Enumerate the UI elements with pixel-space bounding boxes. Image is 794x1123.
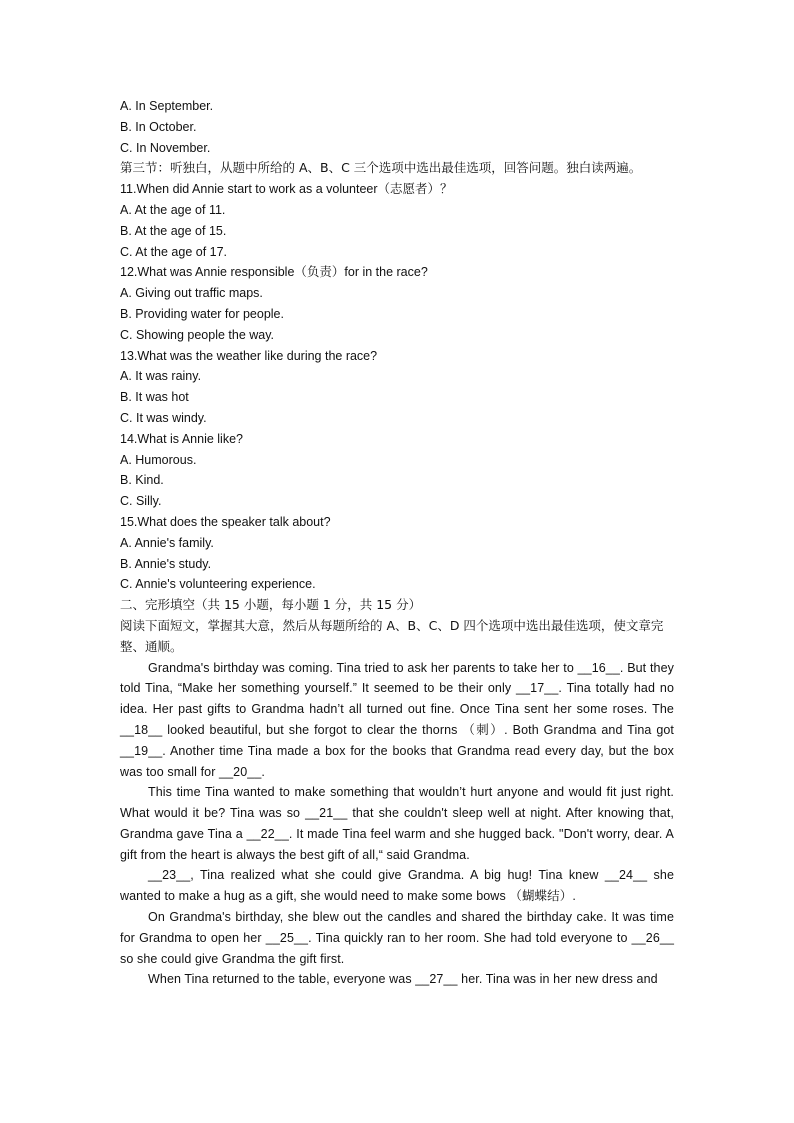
question-11: 11.When did Annie start to work as a volunteer（志愿者）？ [120,182,453,197]
answer-option: B. In October. [120,119,197,134]
answer-option: A. Giving out traffic maps. [120,286,263,301]
answer-option: A. At the age of 11. [120,202,226,217]
answer-option: C. It was windy. [120,410,207,425]
answer-option: A. Humorous. [120,452,197,467]
answer-option: C. Annie's volunteering experience. [120,577,316,592]
section-instruction: 阅读下面短文，掌握其大意，然后从每题所给的 A、B、C、D 四个选项中选出最佳选项，使文章完整、通顺。 [120,617,664,654]
section-instruction: 第三节：听独白，从题中所给的 A、B、C 三个选项中选出最佳选项，回答问题。独白读两遍。 [120,160,642,176]
section-heading: 二、完形填空（共 15 小题，每小题 1 分，共 15 分） [120,597,422,613]
passage-paragraph: Grandma's birthday was coming. Tina tried to ask her parents to take her to __16__. But they told Tina, “Make her something yourself.” It seemed to be their only __17__. Tina totally had no idea. Her past gifts to Grandma hadn’t all turned out fine. Once Tina sent her some roses. The __18__ looked beautiful, but she forgot to clear the thorns （刺）. Both Grandma and Tina got __19__. Another time Tina made a box for the books that Grandma read every day, but the box was too small for __20__. [120,660,674,779]
answer-option: A. In September. [120,99,214,113]
question-12: 12.What was Annie responsible（负责）for in the race? [120,265,428,280]
answer-option: C. Showing people the way. [120,327,275,342]
answer-option: B. Kind. [120,473,164,488]
answer-option: B. Providing water for people. [120,306,284,321]
question-15: 15.What does the speaker talk about? [120,514,331,529]
answer-option: B. Annie's study. [120,556,212,571]
question-13: 13.What was the weather like during the race? [120,348,378,363]
answer-option: B. It was hot [120,390,189,405]
answer-option: C. Silly. [120,494,162,509]
answer-option: C. In November. [120,140,211,155]
answer-option: A. It was rainy. [120,369,202,384]
page-content [120,96,674,990]
answer-option: A. Annie's family. [120,535,214,550]
passage-paragraph: __23__, Tina realized what she could give Grandma. A big hug! Tina knew __24__ she wanted to make a hug as a gift, she would need to make some bows （蝴蝶结）. [120,868,674,904]
question-14: 14.What is Annie like? [120,431,243,446]
answer-option: C. At the age of 17. [120,244,228,259]
passage-paragraph: When Tina returned to the table, everyone was __27__ her. Tina was in her new dress and [148,972,658,987]
answer-option: B. At the age of 15. [120,223,227,238]
passage-paragraph: On Grandma's birthday, she blew out the candles and shared the birthday cake. It was time for Grandma to open her __25__. Tina quickly ran to her room. She had told everyone to __26__ so she could give Grandma the gift first. [120,910,674,966]
passage-paragraph: This time Tina wanted to make something that wouldn’t hurt anyone and would fit just right. What would it be? Tina was so __21__ that she couldn't sleep well at night. After knowing that, Grandma gave Tina a __22__. It made Tina feel warm and she hugged back. "Don't worry, dear. A gift from the heart is always the best gift of all,“ said Grandma. [120,785,674,862]
